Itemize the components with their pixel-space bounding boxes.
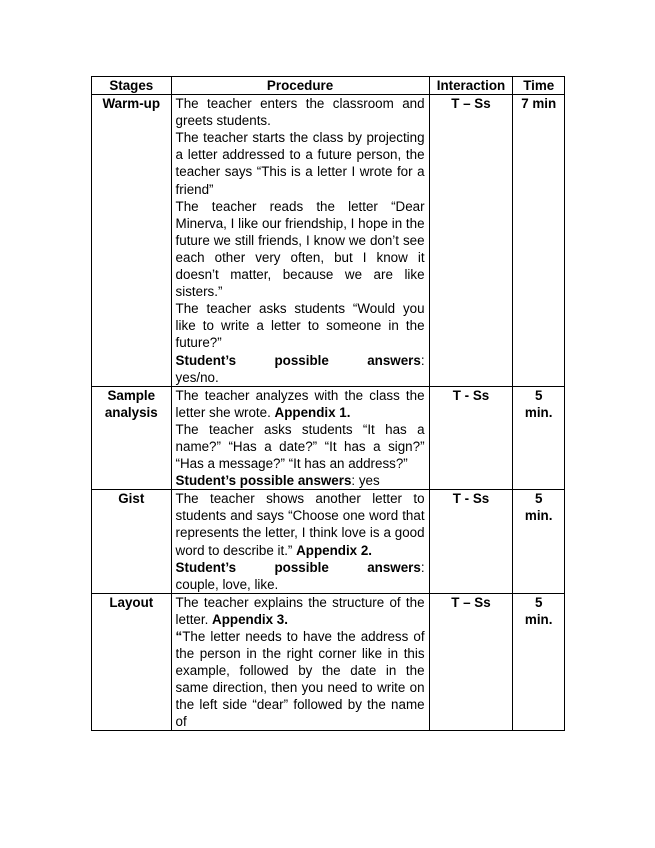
procedure-cell [171, 386, 429, 490]
header-stages: Stages [92, 77, 172, 95]
procedure-paragraph: The teacher starts the class by projecting a letter addressed to a future person, the teacher says “This is a letter I wrote for a friend” [175, 130, 425, 197]
possible-answers-label: Student’s possible answers: [175, 559, 425, 575]
possible-answers: Student’s possible answers: yes [175, 473, 380, 489]
stage-cell: Layout [92, 593, 172, 730]
procedure-paragraph: The teacher asks students “It has a name?” “Has a date?” “It has a sign?” “Has a message?” “It has an address?” [175, 421, 425, 472]
possible-answers-text: couple, love, like. [175, 576, 279, 592]
lesson-plan-table [91, 76, 565, 731]
stage-cell: Sample analysis [92, 386, 172, 490]
time-cell: 7 min [513, 95, 565, 387]
time-cell: 5 min. [513, 490, 565, 594]
procedure-paragraph: The teacher enters the classroom and greets students. [175, 96, 425, 129]
table-row-layout [92, 593, 565, 730]
interaction-cell: T - Ss [429, 386, 513, 490]
table-row-warm-up [92, 95, 565, 387]
stage-cell: Gist [92, 490, 172, 594]
header-procedure: Procedure [171, 77, 429, 95]
appendix-reference: Appendix 3. [212, 611, 288, 627]
interaction-cell: T - Ss [429, 490, 513, 594]
time-cell: 5 min. [513, 386, 565, 490]
procedure-paragraph: The teacher analyzes with the class the letter she wrote. Appendix 1. [175, 387, 425, 420]
procedure-paragraph: The teacher explains the structure of the letter. Appendix 3. [175, 594, 425, 627]
procedure-cell [171, 95, 429, 387]
interaction-cell: T – Ss [429, 593, 513, 730]
table-header-row [92, 77, 565, 95]
possible-answers-label: Student’s possible answers: [175, 352, 425, 368]
procedure-paragraph: The teacher shows another letter to students and says “Choose one word that represents the letter, I think love is a good word to describe it.” Appendix 2. [175, 491, 425, 558]
interaction-cell: T – Ss [429, 95, 513, 387]
procedure-paragraph-truncated: “The letter needs to have the address of the person in the right corner like in this example, followed by the date in the same direction, then you need to write on the left side “dear” followed by the name of [175, 629, 425, 730]
procedure-paragraph: The teacher reads the letter “Dear Minerva, I like our friendship, I hope in the future we still friends, I know we don’t see each other very often, but I know it doesn’t matter, because we are like sisters.” [175, 198, 425, 300]
possible-answers-text: yes/no. [175, 369, 219, 385]
appendix-reference: Appendix 1. [274, 404, 351, 420]
stage-cell: Warm-up [92, 95, 172, 387]
table-row-gist [92, 490, 565, 594]
time-cell: 5 min. [513, 593, 565, 730]
appendix-reference: Appendix 2. [296, 542, 373, 558]
header-interaction: Interaction [429, 77, 513, 95]
procedure-cell [171, 593, 429, 730]
procedure-cell [171, 490, 429, 594]
table-row-sample-analysis [92, 386, 565, 490]
header-time: Time [513, 77, 565, 95]
procedure-paragraph: The teacher asks students “Would you like to write a letter to someone in the future?” [175, 301, 425, 351]
